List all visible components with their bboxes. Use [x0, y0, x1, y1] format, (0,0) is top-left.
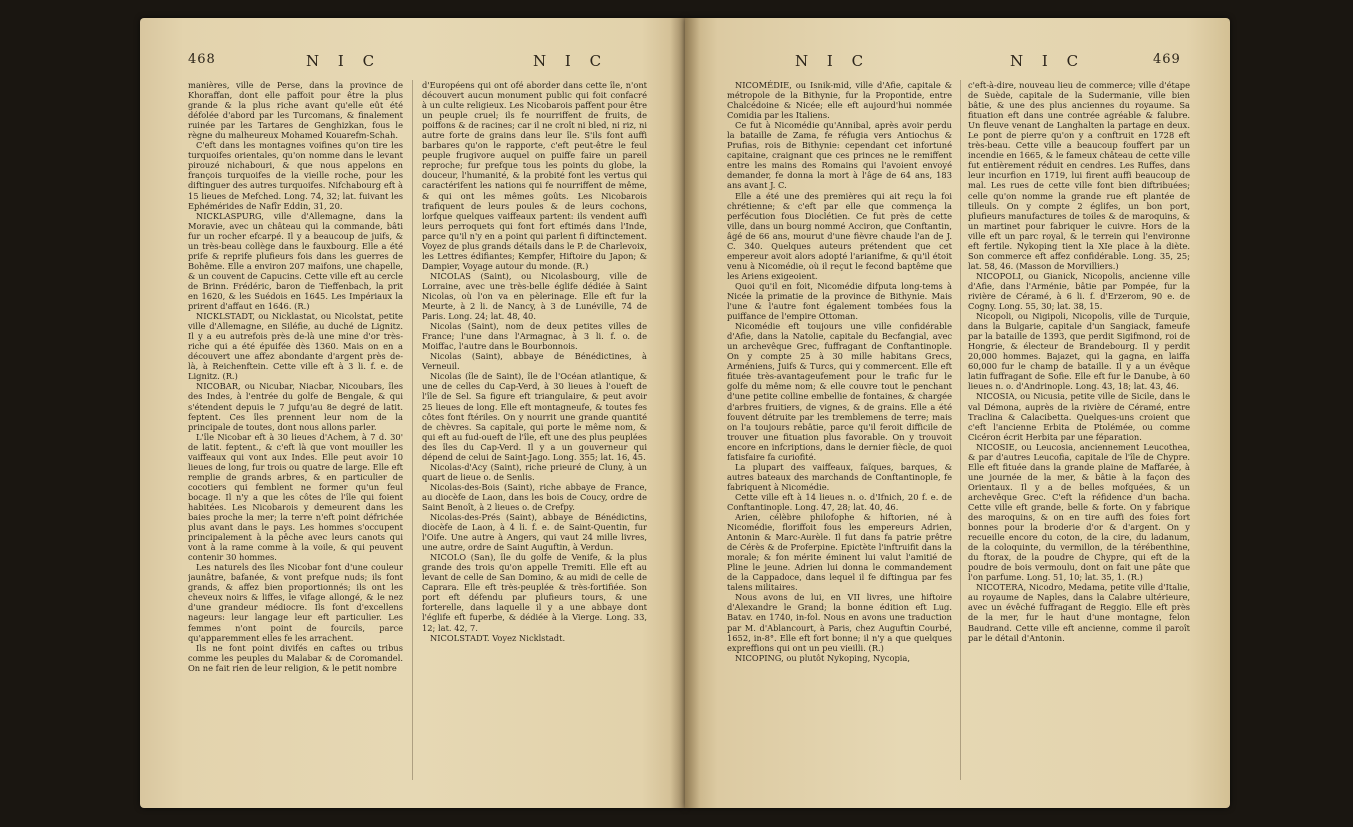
paragraph: NICKLSTADT, ou Nicklastat, ou Nicolstat, petite ville d'Allemagne, en Siléfie, au duché de Lignitz. Il y a eu autrefois près de-là une mine d'or très-riche qui a été épuifée dès 1360. Mais on en a découvert une affez abondante d'argent près de-là, à Reichenftein. Cette ville eft à 3 li. f. e. de Lignitz. (R.) — [188, 311, 403, 382]
running-head: N I C — [795, 52, 871, 70]
right-page-column-2 — [968, 80, 1190, 795]
paragraph: Arien, célèbre philofophe & hiftorien, né à Nicomédie, floriffoit fous les empereurs Adrien, Antonin & Marc-Aurèle. Il fut dans fa patrie prêtre de Cérès & de Proferpine. Epictète l'inftruifit dans la morale; & fon mérite éminent lui valut l'amitié de Pline le jeune. Adrien lui donna le commandement de la Cappadoce, dans lequel il fe diftingua par fes talens militaires. — [727, 512, 952, 593]
column-divider — [960, 80, 961, 780]
paragraph: NICOSIA, ou Nicusia, petite ville de Sicile, dans le val Démona, auprès de la rivière de Céramé, entre Traclina & Calacibetta. Quelques-uns croient que c'eft l'ancienne Erbita de Ptolémée, ou comme Cicéron écrit Herbita par une féparation. — [968, 391, 1190, 442]
paragraph: Nicolas (Saint), abbaye de Bénédictines, à Verneuil. — [422, 351, 647, 372]
paragraph: NICOLAS (Saint), ou Nicolasbourg, ville de Lorraine, avec une très-belle églife dédiée à Saint Nicolas, où l'on va en pèlerinage. Elle eft fur la Meurte, à 2 li. de Nancy, à 3 de Lunéville, 74 de Paris. Long. 24; lat. 48, 40. — [422, 270, 647, 322]
column-divider — [412, 80, 413, 780]
paragraph: NICKLASPURG, ville d'Allemagne, dans la Moravie, avec un château qui la commande, bâti fur un rocher efcarpé. Il y a beaucoup de juifs, & un très-beau collège dans le fauxbourg. Elle a été prife & reprife plufieurs fois dans les guerres de Bohême. Elle a environ 207 maifons, une chapelle, & un couvent de Capucins. Cette ville eft au cercle de Brinn. Frédéric, baron de Tieffenbach, la prit en 1620, & les Suédois en 1645. Les Impériaux la prirent d'affaut en 1646. (R.) — [188, 210, 403, 312]
running-head-col2: N I C — [533, 52, 609, 70]
paragraph: Nous avons de lui, en VII livres, une hiftoire d'Alexandre le Grand; la bonne édition eft Lug. Batav. en 1740, in-fol. Nous en avons une traduction par M. d'Ablancourt, à Paris, chez Auguftin Courbé, 1652, in-8°. Elle eft fort bonne; il n'y a que quelques expreffions qui ont un peu vieilli. (R.) — [727, 592, 952, 653]
paragraph: NICOBAR, ou Nicubar, Niacbar, Nicoubars, îles des Indes, à l'entrée du golfe de Bengale, & qui s'étendent depuis le 7 jufqu'au 8e degré de latit. feptent. Ces îles prennent leur nom de la principale de toutes, dont nous allons parler. — [188, 381, 403, 432]
paragraph: manières, ville de Perse, dans la province de Khoraffan, dont elle paffoit pour être la plus grande & la plus riche avant qu'elle eût été défolée d'abord par les Turcomans, & finalement ruinée par les Tartares de Genghizkan, fous le règne du malheureux Mohamed Kouarefm-Schah. — [188, 80, 403, 141]
paragraph: Les naturels des îles Nicobar font d'une couleur jaunâtre, bafanée, & vont prefque nuds; ils font grands, & affez bien proportionnés; ils ont les cheveux noirs & liffes, le vifage allongé, & le nez d'une grandeur médiocre. Ils font d'excellens nageurs: leur langage leur eft particulier. Les femmes n'ont point de fourcils, parce qu'apparemment elles fe les arrachent. — [188, 562, 403, 643]
paragraph: Ce fut à Nicomédie qu'Annibal, après avoir perdu la bataille de Zama, fe réfugia vers Antiochus & Prufias, rois de Bithynie: cependant cet infortuné capitaine, craignant que ces princes ne le remiffent entre les mains des Romains qui l'avoient envoyé demander, fe donna la mort à l'âge de 64 ans, 183 ans avant J. C. — [727, 120, 952, 191]
left-page-column-1 — [188, 80, 403, 795]
paragraph: C'eft dans les montagnes voifines qu'on tire les turquoifes orientales, qu'on nomme dans le levant pirouzé nichabouri, & que nous appelons en françois turquoifes de la vieille roche, pour les diftinguer des autres turquoifes. Nifchabourg eft à 15 lieues de Mefched. Long. 74, 32; lat. fuivant les Ephémérides de Nafîr Eddin, 31, 20. — [188, 140, 403, 211]
book-gutter — [670, 18, 700, 808]
paragraph: NICOLSTADT. Voyez Nicklstadt. — [430, 632, 566, 643]
paragraph: Quoi qu'il en foit, Nicomédie difputa long-tems à Nicée la primatie de la province de Bithynie. Mais l'une & l'autre font également tombées fous la puiffance de l'empire Ottoman. — [727, 280, 952, 322]
paragraph: NICOSIE, ou Leucosia, anciennement Leucothea, & par d'autres Leucofia, capitale de l'île de Chypre. Elle eft fituée dans la grande plaine de Maffarée, à une journée de la mer, & bâtie à la façon des Orientaux. Il y a de belles mofquées, & un archevêque Grec. C'eft la réfidence d'un bacha. Cette ville eft grande, belle & forte. On y fabrique des maroquins, & on en tire auffi des foies fort bonnes pour la broderie d'or & d'argent. On y recueille encore du coton, de la cire, du ladanum, de la coloquinte, du vermillon, de la térébenthine, du ftorax, de la poudre de Chypre, qui eft de la poudre de bois vermoulu, dont on fait une pâte que l'on parfume. Long. 51, 10; lat. 35, 1. (R.) — [968, 441, 1190, 583]
paragraph: Nicolas (Saint), nom de deux petites villes de France; l'une dans l'Armagnac, à 3 li. f. o. de Moiffac, l'autre dans le Bourbonnois. — [422, 321, 647, 352]
page-number: 469 — [1153, 52, 1181, 67]
running-head-col2: N I C — [1010, 52, 1086, 70]
left-page-column-2 — [422, 80, 647, 795]
paragraph: Nicolas-d'Acy (Saint), riche prieuré de Cluny, à un quart de lieue o. de Senlis. — [422, 461, 647, 482]
right-page-column-1 — [727, 80, 952, 795]
paragraph: La plupart des vaiffeaux, faïques, barques, & autres bateaux des marchands de Conftantinople, fe fabriquent à Nicomédie. — [727, 461, 952, 492]
left-page-header — [188, 52, 638, 74]
right-page-header — [735, 52, 1185, 74]
paragraph: c'eft-à-dire, nouveau lieu de commerce; ville d'étape de Suède, capitale de la Sudermanie, ville bien bâtie, & une des plus anciennes du royaume. Sa fituation eft dans une contrée agréable & falubre. Un fleuve venant de Langhalten la partage en deux. Le pont de pierre qu'on y a conftruit en 1728 eft très-beau. Cette ville a beaucoup fouffert par un incendie en 1665, & le fameux château de cette ville fut entièrement réduit en cendres. Les Ruffes, dans leur incurfion en 1719, lui firent auffi beaucoup de mal. Les rues de cette ville font bien diftribuées; celle qu'on nomme la grande rue eft plantée de tilleuls. On y compte 2 églifes, un bon port, plufieurs manufactures de toiles & de maroquins, & un martinet pour fabriquer le cuivre. Hors de la ville eft un parc royal, & le terrein qui l'environne eft fertile. Nykoping tient la XIe place à la diète. Son commerce eft affez confidérable. Long. 35, 25; lat. 58, 46. (Masson de Morvilliers.) — [968, 80, 1190, 271]
open-book — [140, 18, 1230, 818]
paragraph: L'île Nicobar eft à 30 lieues d'Achem, à 7 d. 30' de latit. feptent., & c'eft là que vont mouiller les vaiffeaux qui vont aux Indes. Elle peut avoir 10 lieues de long, fur trois ou quatre de large. Elle eft remplie de grands arbres, & en particulier de cocotiers qui femblent ne former qu'un feul bocage. Il n'y a que les côtes de l'île qui foient habitées. Les Nicobarois y demeurent dans les baies proche la mer; la terre n'eft point défrichée plus avant dans le pays. Les hommes s'occupent principalement à la pêche avec leurs canots qui vont à la rame comme à la voile, & qui peuvent contenir 30 hommes. — [188, 431, 403, 563]
paragraph: d'Européens qui ont ofé aborder dans cette île, n'ont découvert aucun monument public qui foit confacré à un culte religieux. Les Nicobarois paffent pour être un peuple cruel; ils fe nourriffent de fruits, de poiffons & de racines; car il ne croît ni bled, ni riz, ni autre forte de grains dans leur île. S'ils font auffi barbares qu'on le rapporte, c'eft peut-être le feul peuple frugivore auquel on puiffe faire un pareil reproche; fur prefque tous les points du globe, la douceur, l'humanité, & la probité font les vertus qui caractérifent les nations qui fe nourriffent de même, & qui ont les mêmes goûts. Les Nicobarois trafiquent de leurs poules & de leurs cochons, lorfque quelques vaiffeaux partent: ils vendent auffi leurs perroquets qui font fort eftimés dans l'Inde, parce qu'il n'y en a point qui parlent fi diftinctement. Voyez de plus grands détails dans le P. de Charlevoix, les Lettres édifiantes; Kempfer, Hiftoire du Japon; & Dampier, Voyage autour du monde. (R.) — [422, 80, 647, 271]
paragraph: Elle a été une des premières qui ait reçu la foi chrétienne; & c'eft par elle que commença la perfécution fous Dioclétien. Ce fut près de cette ville, dans un bourg nommé Acciron, que Conftantin, âgé de 66 ans, mourut d'une fièvre chaude l'an de J. C. 340. Quelques auteurs prétendent que cet empereur avoit alors adopté l'arianifme, & qu'il étoit venu à Nicomédie, où il reçut le fecond baptême que les Ariens exigeoient. — [727, 190, 952, 281]
paragraph: NICOPOLI, ou Gianick, Nicopolis, ancienne ville d'Afie, dans l'Arménie, bâtie par Pompée, fur la rivière de Céramé, à 6 li. f. d'Erzerom, 90 e. de Cogny. Long. 55, 30; lat. 38, 15. — [968, 270, 1190, 312]
paragraph: NICOMÉDIE, ou Isnik-mid, ville d'Afie, capitale & métropole de la Bithynie, fur la Propontide, entre Chalcédoine & Nicée; elle eft aujourd'hui nommée Comidia par les Italiens. — [727, 80, 952, 121]
running-head: N I C — [306, 52, 382, 70]
right-page — [685, 18, 1230, 808]
page-number: 468 — [188, 52, 216, 67]
paragraph: Nicopoli, ou Nigipoli, Nicopolis, ville de Turquie, dans la Bulgarie, capitale d'un Sangiack, fameufe par la bataille de 1393, que perdit Sigifmond, roi de Hongrie, & électeur de Brandebourg. Il y perdit 20,000 hommes. Bajazet, qui la gagna, en laiffa 60,000 fur le champ de bataille. Il y a un évêque latin fuffragant de Sofie. Elle eft fur le Danube, à 60 lieues n. o. d'Andrinople. Long. 43, 18; lat. 43, 46. — [968, 311, 1190, 392]
paragraph: Nicomédie eft toujours une ville confidérable d'Afie, dans la Natolie, capitale du Becfangial, avec un archevêque Grec, fuffragant de Conftantinople. On y compte 25 à 30 mille habitans Grecs, Arméniens, Juifs & Turcs, qui y commercent. Elle eft fituée très-avantageufement pour le trafic fur le golfe du même nom; & elle couvre tout le penchant d'une petite colline embellie de fontaines, & chargée d'arbres fruitiers, de vignes, & de grains. Elle a été fouvent détruite par les tremblemens de terre; mais on l'a toujours rebâtie, parce qu'il feroit difficile de trouver une fituation plus favorable. On y trouvoit encore en infcriptions, dans le dernier fiècle, de quoi fatisfaire fa curiofité. — [727, 321, 952, 462]
paragraph: NICOPING, ou plutôt Nykoping, Nycopia, — [735, 652, 911, 663]
paragraph: Cette ville eft à 14 lieues n. o. d'Ifnich, 20 f. e. de Conftantinople. Long. 47, 28; lat. 40, 46. — [727, 491, 952, 512]
paragraph: NICOLO (San), île du golfe de Venife, & la plus grande des trois qu'on appelle Tremiti. Elle eft au levant de celle de San Domino, & au midi de celle de Caprara. Elle eft très-peuplée & très-fortifiée. Son port eft défendu par plufieurs tours, & une forterelle, dans laquelle il y a une abbaye dont l'églife eft fuperbe, & dédiée à la Vierge. Long. 33, 12; lat. 42, 7. — [422, 552, 647, 633]
paragraph: Ils ne font point divifés en caftes ou tribus comme les peuples du Malabar & de Coromandel. On ne fait rien de leur religion, & le petit nombre — [188, 642, 403, 673]
paragraph: Nicolas-des-Prés (Saint), abbaye de Bénédictins, diocèfe de Laon, à 4 li. f. e. de Saint-Quentin, fur l'Oife. Une autre à Angers, qui vaut 24 mille livres, une autre, ordre de Saint Auguftin, à Verdun. — [422, 512, 647, 553]
paragraph: Nicolas-des-Bois (Saint), riche abbaye de France, au diocèfe de Laon, dans les bois de Coucy, ordre de Saint Benoît, à 2 lieues o. de Crefpy. — [422, 481, 647, 512]
left-page — [140, 18, 685, 808]
paragraph: Nicolas (île de Saint), île de l'Océan atlantique, & une de celles du Cap-Verd, à 30 lieues à l'oueft de l'île de Sel. Sa figure eft triangulaire, & peut avoir 25 lieues de long. Elle eft montagneufe, & toutes fes côtes font ftériles. On y nourrit une grande quantité de chèvres. Sa capitale, qui porte le même nom, & qui eft au fud-oueft de l'île, eft une des plus peuplées des îles du Cap-Verd. Il y a un gouverneur qui dépend de celui de Saint-Jago. Long. 355; lat. 16, 45. — [422, 371, 647, 462]
paragraph: NICOTERA, Nicodro, Medama, petite ville d'Italie, au royaume de Naples, dans la Calabre ultérieure, avec un évêché fuffragant de Reggio. Elle eft près de la mer, fur le haut d'une montagne, felon Baudrand. Cette ville eft ancienne, comme il paroît par le détail d'Antonin. — [968, 582, 1190, 643]
